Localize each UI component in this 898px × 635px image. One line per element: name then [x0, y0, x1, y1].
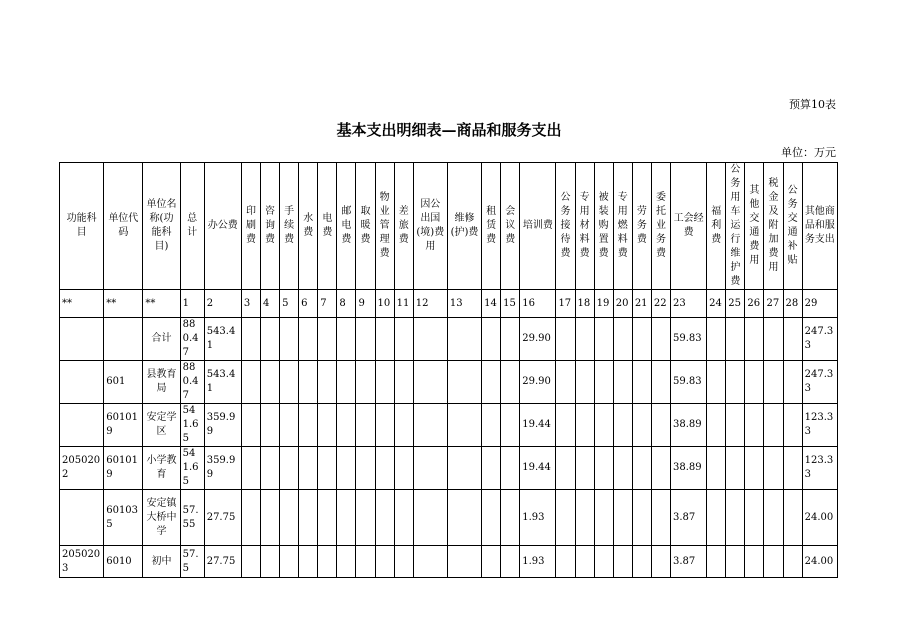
table-cell	[651, 361, 670, 404]
table-cell	[447, 447, 481, 490]
table-cell	[375, 318, 394, 361]
table-cell	[707, 404, 726, 447]
table-cell	[337, 447, 356, 490]
column-header: 培训费	[520, 163, 556, 290]
table-cell	[556, 447, 575, 490]
table-cell: 29.90	[520, 361, 556, 404]
table-cell	[707, 447, 726, 490]
table-cell	[745, 318, 764, 361]
table-cell	[632, 361, 651, 404]
table-cell: 57.55	[180, 490, 204, 546]
column-header: 功能科目	[60, 163, 104, 290]
column-header: 公务用车运行维护费	[726, 163, 745, 290]
table-cell	[318, 318, 337, 361]
table-cell	[447, 361, 481, 404]
table-row	[60, 318, 838, 361]
column-header: 公务交通补贴	[783, 163, 802, 290]
index-cell: 27	[764, 290, 783, 318]
column-header: 专用燃料费	[613, 163, 632, 290]
column-header: 总计	[180, 163, 204, 290]
table-cell	[764, 447, 783, 490]
table-cell: 541.65	[180, 404, 204, 447]
table-cell	[501, 447, 520, 490]
column-header: 差旅费	[394, 163, 413, 290]
index-cell: 4	[260, 290, 279, 318]
table-cell	[356, 447, 375, 490]
column-header: 专用材料费	[575, 163, 594, 290]
table-cell: 27.75	[204, 546, 241, 578]
table-cell	[556, 404, 575, 447]
table-cell	[260, 404, 279, 447]
table-cell	[651, 447, 670, 490]
table-cell	[447, 490, 481, 546]
table-cell: 29.90	[520, 318, 556, 361]
table-cell	[632, 490, 651, 546]
table-cell	[482, 361, 501, 404]
table-cell	[764, 490, 783, 546]
table-cell: 601019	[104, 447, 143, 490]
index-cell: 13	[447, 290, 481, 318]
table-cell	[501, 404, 520, 447]
table-cell	[280, 404, 299, 447]
index-cell: 19	[594, 290, 613, 318]
table-cell: 38.89	[671, 404, 707, 447]
index-cell: 12	[413, 290, 447, 318]
header-row	[60, 163, 838, 290]
table-cell	[394, 404, 413, 447]
table-cell	[413, 361, 447, 404]
table-cell: 123.33	[802, 447, 837, 490]
table-cell	[764, 404, 783, 447]
table-cell	[613, 361, 632, 404]
index-cell: 21	[632, 290, 651, 318]
column-header: 维修(护)费	[447, 163, 481, 290]
table-row	[60, 361, 838, 404]
index-cell: 16	[520, 290, 556, 318]
index-cell: 17	[556, 290, 575, 318]
table-cell	[413, 490, 447, 546]
table-cell	[594, 361, 613, 404]
index-cell: 9	[356, 290, 375, 318]
table-cell	[613, 490, 632, 546]
index-cell: 5	[280, 290, 299, 318]
table-cell	[783, 318, 802, 361]
table-cell	[745, 490, 764, 546]
table-cell	[707, 361, 726, 404]
table-cell	[394, 447, 413, 490]
column-header: 电费	[318, 163, 337, 290]
table-cell: 247.33	[802, 361, 837, 404]
table-cell: 601019	[104, 404, 143, 447]
table-cell: 59.83	[671, 318, 707, 361]
table-cell	[241, 546, 260, 578]
table-cell: 247.33	[802, 318, 837, 361]
table-cell	[413, 318, 447, 361]
table-cell	[356, 490, 375, 546]
table-cell: 24.00	[802, 490, 837, 546]
table-cell	[575, 361, 594, 404]
table-cell	[299, 447, 318, 490]
table-cell: 38.89	[671, 447, 707, 490]
table-cell	[632, 447, 651, 490]
table-row	[60, 404, 838, 447]
table-cell	[299, 546, 318, 578]
table-cell: 3.87	[671, 490, 707, 546]
table-cell	[594, 318, 613, 361]
table-cell	[337, 318, 356, 361]
table-cell	[318, 490, 337, 546]
table-cell: 880.47	[180, 361, 204, 404]
table-cell	[726, 490, 745, 546]
table-cell	[337, 490, 356, 546]
table-cell: 359.99	[204, 404, 241, 447]
table-cell	[764, 318, 783, 361]
table-cell: 27.75	[204, 490, 241, 546]
index-cell: 6	[299, 290, 318, 318]
table-cell	[594, 447, 613, 490]
table-cell	[613, 546, 632, 578]
table-cell	[356, 546, 375, 578]
table-cell	[575, 490, 594, 546]
table-cell	[575, 404, 594, 447]
table-cell	[356, 361, 375, 404]
table-cell	[726, 447, 745, 490]
table-cell	[241, 404, 260, 447]
table-cell	[651, 404, 670, 447]
index-cell: 24	[707, 290, 726, 318]
column-header: 因公出国(境)费用	[413, 163, 447, 290]
table-cell	[260, 447, 279, 490]
table-cell: 1.93	[520, 490, 556, 546]
table-cell	[60, 318, 104, 361]
unit-label: 单位：万元	[781, 146, 836, 159]
table-cell	[375, 490, 394, 546]
column-header: 单位名称(功能科目)	[143, 163, 180, 290]
column-header: 税金及附加费用	[764, 163, 783, 290]
table-cell	[299, 490, 318, 546]
index-cell: 14	[482, 290, 501, 318]
table-cell	[280, 318, 299, 361]
table-cell	[482, 546, 501, 578]
table-cell	[632, 318, 651, 361]
column-header: 咨询费	[260, 163, 279, 290]
table-cell: 1.93	[520, 546, 556, 578]
column-header: 单位代码	[104, 163, 143, 290]
index-cell: 18	[575, 290, 594, 318]
table-cell: 县教育局	[143, 361, 180, 404]
table-cell	[394, 490, 413, 546]
table-row	[60, 447, 838, 490]
table-cell	[613, 404, 632, 447]
table-cell	[299, 318, 318, 361]
table-cell: 543.41	[204, 318, 241, 361]
table-cell	[356, 318, 375, 361]
column-header: 水费	[299, 163, 318, 290]
table-cell	[260, 361, 279, 404]
index-cell: 8	[337, 290, 356, 318]
table-cell	[482, 318, 501, 361]
column-header: 福利费	[707, 163, 726, 290]
table-cell	[575, 546, 594, 578]
table-cell	[501, 546, 520, 578]
table-cell	[745, 447, 764, 490]
table-cell	[594, 490, 613, 546]
table-cell: 359.99	[204, 447, 241, 490]
table-cell	[482, 490, 501, 546]
table-cell	[394, 546, 413, 578]
table-cell	[726, 404, 745, 447]
table-cell	[299, 361, 318, 404]
table-cell: 19.44	[520, 404, 556, 447]
table-cell	[501, 361, 520, 404]
table-cell	[726, 546, 745, 578]
index-cell: 28	[783, 290, 802, 318]
table-cell	[241, 318, 260, 361]
table-row	[60, 490, 838, 546]
table-cell: 601	[104, 361, 143, 404]
table-cell	[745, 361, 764, 404]
table-cell: 123.33	[802, 404, 837, 447]
table-cell	[241, 361, 260, 404]
page-title: 基本支出明细表—商品和服务支出	[336, 121, 562, 139]
table-cell	[632, 546, 651, 578]
table-cell: 543.41	[204, 361, 241, 404]
table-cell	[726, 361, 745, 404]
table-cell	[447, 404, 481, 447]
table-cell: 57.5	[180, 546, 204, 578]
table-cell	[651, 546, 670, 578]
table-cell	[556, 546, 575, 578]
table-cell	[501, 490, 520, 546]
table-cell: 小学教育	[143, 447, 180, 490]
column-header: 工会经费	[671, 163, 707, 290]
index-cell: 11	[394, 290, 413, 318]
table-cell	[651, 318, 670, 361]
table-cell: 601035	[104, 490, 143, 546]
table-cell: 2050203	[60, 546, 104, 578]
table-cell: 19.44	[520, 447, 556, 490]
table-cell	[783, 447, 802, 490]
table-cell	[707, 490, 726, 546]
table-cell	[413, 546, 447, 578]
table-cell	[783, 490, 802, 546]
index-cell: 25	[726, 290, 745, 318]
index-cell: **	[104, 290, 143, 318]
table-cell	[594, 404, 613, 447]
table-cell	[260, 546, 279, 578]
index-row	[60, 290, 838, 318]
column-header: 会议费	[501, 163, 520, 290]
table-cell	[575, 318, 594, 361]
table-cell: 880.47	[180, 318, 204, 361]
table-cell	[783, 546, 802, 578]
expense-table	[59, 162, 838, 578]
table-cell	[60, 361, 104, 404]
column-header: 其他交通费用	[745, 163, 764, 290]
table-cell	[447, 318, 481, 361]
table-cell	[613, 318, 632, 361]
table-cell	[707, 318, 726, 361]
column-header: 办公费	[204, 163, 241, 290]
index-cell: 23	[671, 290, 707, 318]
table-cell: 3.87	[671, 546, 707, 578]
table-cell	[783, 361, 802, 404]
table-cell	[280, 546, 299, 578]
table-cell	[745, 404, 764, 447]
table-cell	[594, 546, 613, 578]
table-cell	[375, 361, 394, 404]
index-cell: 2	[204, 290, 241, 318]
table-row	[60, 546, 838, 578]
table-cell	[280, 447, 299, 490]
table-cell	[482, 404, 501, 447]
form-number: 预算10表	[789, 98, 836, 111]
table-cell	[260, 490, 279, 546]
table-cell	[356, 404, 375, 447]
table-cell	[447, 546, 481, 578]
table-cell	[613, 447, 632, 490]
table-cell	[632, 404, 651, 447]
table-cell	[280, 490, 299, 546]
column-header: 物业管理费	[375, 163, 394, 290]
table-cell	[394, 318, 413, 361]
table-cell	[707, 546, 726, 578]
index-cell: 26	[745, 290, 764, 318]
index-cell: **	[143, 290, 180, 318]
table-cell	[318, 361, 337, 404]
index-cell: 10	[375, 290, 394, 318]
table-cell	[280, 361, 299, 404]
column-header: 手续费	[280, 163, 299, 290]
table-cell	[60, 404, 104, 447]
table-cell: 541.65	[180, 447, 204, 490]
table-cell	[556, 490, 575, 546]
index-cell: 3	[241, 290, 260, 318]
column-header: 邮电费	[337, 163, 356, 290]
table-cell	[501, 318, 520, 361]
index-cell: 20	[613, 290, 632, 318]
table-cell	[241, 490, 260, 546]
table-cell	[375, 404, 394, 447]
table-cell	[375, 546, 394, 578]
table-cell	[299, 404, 318, 447]
table-cell	[375, 447, 394, 490]
table-cell	[745, 546, 764, 578]
table-cell	[337, 404, 356, 447]
table-cell	[482, 447, 501, 490]
index-cell: 7	[318, 290, 337, 318]
table-cell	[556, 361, 575, 404]
index-cell: 15	[501, 290, 520, 318]
column-header: 劳务费	[632, 163, 651, 290]
table-cell	[318, 447, 337, 490]
table-cell	[337, 361, 356, 404]
table-cell	[651, 490, 670, 546]
index-cell: **	[60, 290, 104, 318]
table-cell	[764, 361, 783, 404]
column-header: 公务接待费	[556, 163, 575, 290]
table-cell: 合计	[143, 318, 180, 361]
table-cell	[575, 447, 594, 490]
table-cell	[104, 318, 143, 361]
table-cell: 安定学区	[143, 404, 180, 447]
table-cell: 24.00	[802, 546, 837, 578]
column-header: 被装购置费	[594, 163, 613, 290]
column-header: 取暖费	[356, 163, 375, 290]
table-cell	[413, 447, 447, 490]
table-cell: 6010	[104, 546, 143, 578]
table-cell: 初中	[143, 546, 180, 578]
table-cell	[318, 404, 337, 447]
table-cell	[726, 318, 745, 361]
table-cell	[337, 546, 356, 578]
table-cell: 59.83	[671, 361, 707, 404]
table-cell	[413, 404, 447, 447]
table-cell	[556, 318, 575, 361]
table-cell	[260, 318, 279, 361]
table-cell	[318, 546, 337, 578]
column-header: 印刷费	[241, 163, 260, 290]
column-header: 其他商品和服务支出	[802, 163, 837, 290]
column-header: 委托业务费	[651, 163, 670, 290]
index-cell: 29	[802, 290, 837, 318]
column-header: 租赁费	[482, 163, 501, 290]
table-cell: 安定镇大桥中学	[143, 490, 180, 546]
index-cell: 1	[180, 290, 204, 318]
table-cell: 2050202	[60, 447, 104, 490]
table-cell	[241, 447, 260, 490]
table-cell	[783, 404, 802, 447]
table-cell	[764, 546, 783, 578]
table-cell	[60, 490, 104, 546]
index-cell: 22	[651, 290, 670, 318]
table-cell	[394, 361, 413, 404]
